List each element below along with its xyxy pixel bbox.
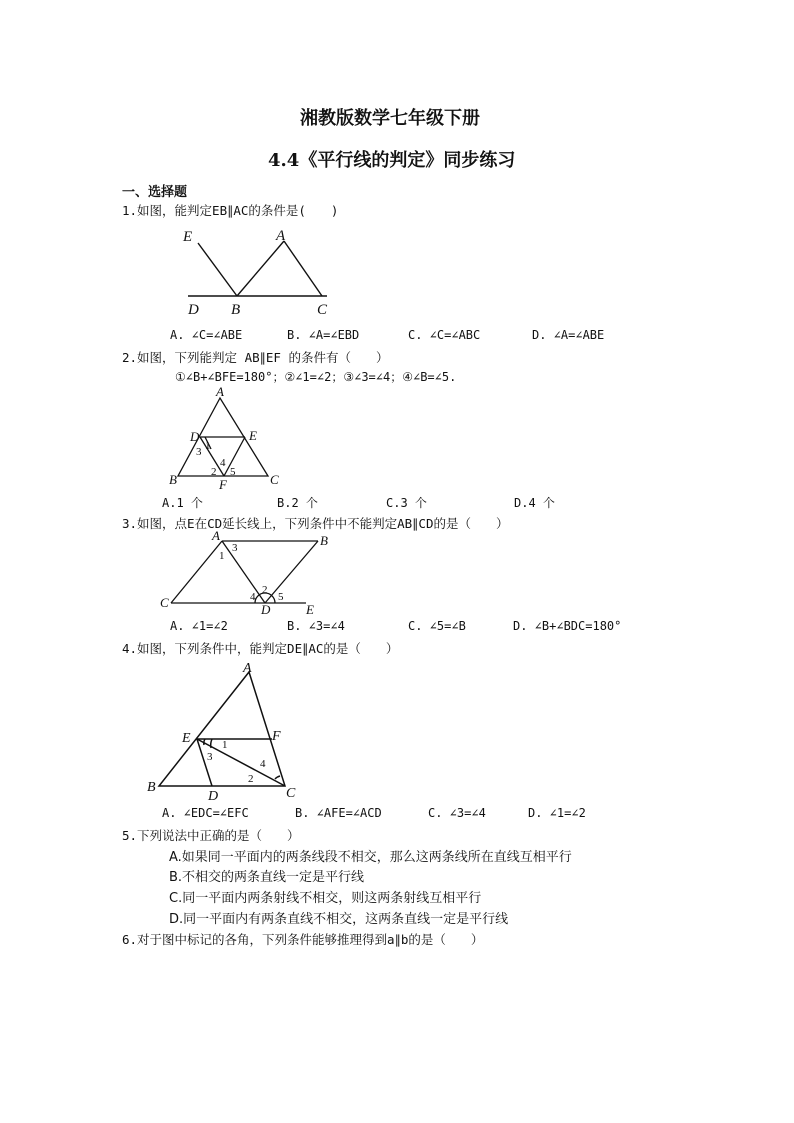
question-2-option-a[interactable]: A.1 个 bbox=[162, 496, 203, 510]
q4-angle-2: 2 bbox=[248, 773, 254, 785]
question-4-option-b[interactable]: B. ∠AFE=∠ACD bbox=[295, 806, 382, 820]
question-5-statement-b[interactable]: B.不相交的两条直线一定是平行线 bbox=[169, 870, 365, 885]
q3-label-d: D bbox=[261, 602, 271, 617]
q4-label-a: A bbox=[243, 661, 252, 676]
q3-label-e: E bbox=[306, 602, 314, 617]
question-2-stem: 2.如图，下列能判定 AB∥EF 的条件有（ ） bbox=[122, 350, 389, 365]
question-5-stem: 5.下列说法中正确的是（ ） bbox=[122, 828, 300, 843]
question-1-stem: 1.如图，能判定EB∥AC的条件是( ) bbox=[122, 203, 339, 218]
question-1-option-b[interactable]: B. ∠A=∠EBD bbox=[287, 328, 360, 342]
q4-label-d: D bbox=[208, 789, 219, 804]
q4-label-e: E bbox=[182, 731, 191, 746]
question-4-option-c[interactable]: C. ∠3=∠4 bbox=[428, 806, 486, 820]
question-2-conditions: ①∠B+∠BFE=180°；②∠1=∠2；③∠3=∠4；④∠B=∠5. bbox=[175, 370, 457, 384]
question-6-stem: 6.对于图中标记的各角，下列条件能够推理得到a∥b的是（ ） bbox=[122, 932, 484, 947]
question-2-option-b[interactable]: B.2 个 bbox=[277, 496, 318, 510]
q4-angle-3: 3 bbox=[207, 751, 213, 763]
q2-angle-5: 5 bbox=[230, 466, 236, 478]
document-subtitle: 4.4《平行线的判定》同步练习 bbox=[268, 150, 516, 171]
question-5-statement-c[interactable]: C.同一平面内两条射线不相交，则这两条射线互相平行 bbox=[169, 891, 482, 906]
q3-label-b: B bbox=[320, 533, 328, 548]
question-3-stem: 3.如图，点E在CD延长线上，下列条件中不能判定AB∥CD的是（ ） bbox=[122, 516, 509, 531]
q3-label-c: C bbox=[160, 595, 169, 610]
q3-angle-2: 2 bbox=[262, 584, 268, 596]
question-4-stem: 4.如图，下列条件中，能判定DE∥AC的是（ ） bbox=[122, 641, 399, 656]
question-4-option-a[interactable]: A. ∠EDC=∠EFC bbox=[162, 806, 249, 820]
question-1-option-a[interactable]: A. ∠C=∠ABE bbox=[170, 328, 243, 342]
question-1-option-c[interactable]: C. ∠C=∠ABC bbox=[408, 328, 481, 342]
q2-label-d: D bbox=[190, 429, 200, 444]
q1-label-b: B bbox=[231, 302, 241, 318]
q3-angle-3: 3 bbox=[232, 542, 238, 554]
question-2-option-d[interactable]: D.4 个 bbox=[514, 496, 555, 510]
q2-angle-2: 2 bbox=[211, 466, 217, 478]
question-5-statement-d[interactable]: D.同一平面内有两条直线不相交，这两条直线一定是平行线 bbox=[169, 912, 509, 927]
q1-label-d: D bbox=[188, 302, 199, 318]
q2-label-e: E bbox=[249, 428, 257, 443]
q3-angle-5: 5 bbox=[278, 591, 284, 603]
q4-label-c: C bbox=[286, 786, 296, 801]
question-3-option-b[interactable]: B. ∠3=∠4 bbox=[287, 619, 345, 633]
q2-label-b: B bbox=[169, 472, 177, 487]
question-4-option-d[interactable]: D. ∠1=∠2 bbox=[528, 806, 586, 820]
q3-angle-1: 1 bbox=[219, 550, 225, 562]
q1-label-c: C bbox=[317, 302, 328, 318]
q1-label-a: A bbox=[276, 228, 286, 244]
q4-label-f: F bbox=[272, 729, 281, 744]
q1-label-e: E bbox=[183, 229, 193, 245]
q2-label-c: C bbox=[270, 472, 279, 487]
q3-label-a: A bbox=[212, 528, 220, 543]
q2-label-f: F bbox=[219, 477, 227, 492]
question-1-option-d[interactable]: D. ∠A=∠ABE bbox=[532, 328, 605, 342]
document-title: 湘教版数学七年级下册 bbox=[300, 108, 480, 129]
section-heading: 一、选择题 bbox=[122, 185, 188, 200]
q2-angle-3: 3 bbox=[196, 446, 202, 458]
q2-angle-4: 4 bbox=[220, 457, 226, 469]
question-3-option-d[interactable]: D. ∠B+∠BDC=180° bbox=[513, 619, 622, 633]
q4-label-b: B bbox=[147, 780, 156, 795]
question-2-option-c[interactable]: C.3 个 bbox=[386, 496, 427, 510]
q2-angle-1: 1 bbox=[205, 440, 211, 452]
q4-angle-4: 4 bbox=[260, 758, 266, 770]
q3-angle-4: 4 bbox=[250, 591, 256, 603]
question-3-option-c[interactable]: C. ∠5=∠B bbox=[408, 619, 466, 633]
question-5-statement-a[interactable]: A.如果同一平面内的两条线段不相交，那么这两条线所在直线互相平行 bbox=[169, 850, 572, 865]
q2-label-a: A bbox=[216, 384, 224, 399]
question-3-option-a[interactable]: A. ∠1=∠2 bbox=[170, 619, 228, 633]
q4-angle-1: 1 bbox=[222, 739, 228, 751]
